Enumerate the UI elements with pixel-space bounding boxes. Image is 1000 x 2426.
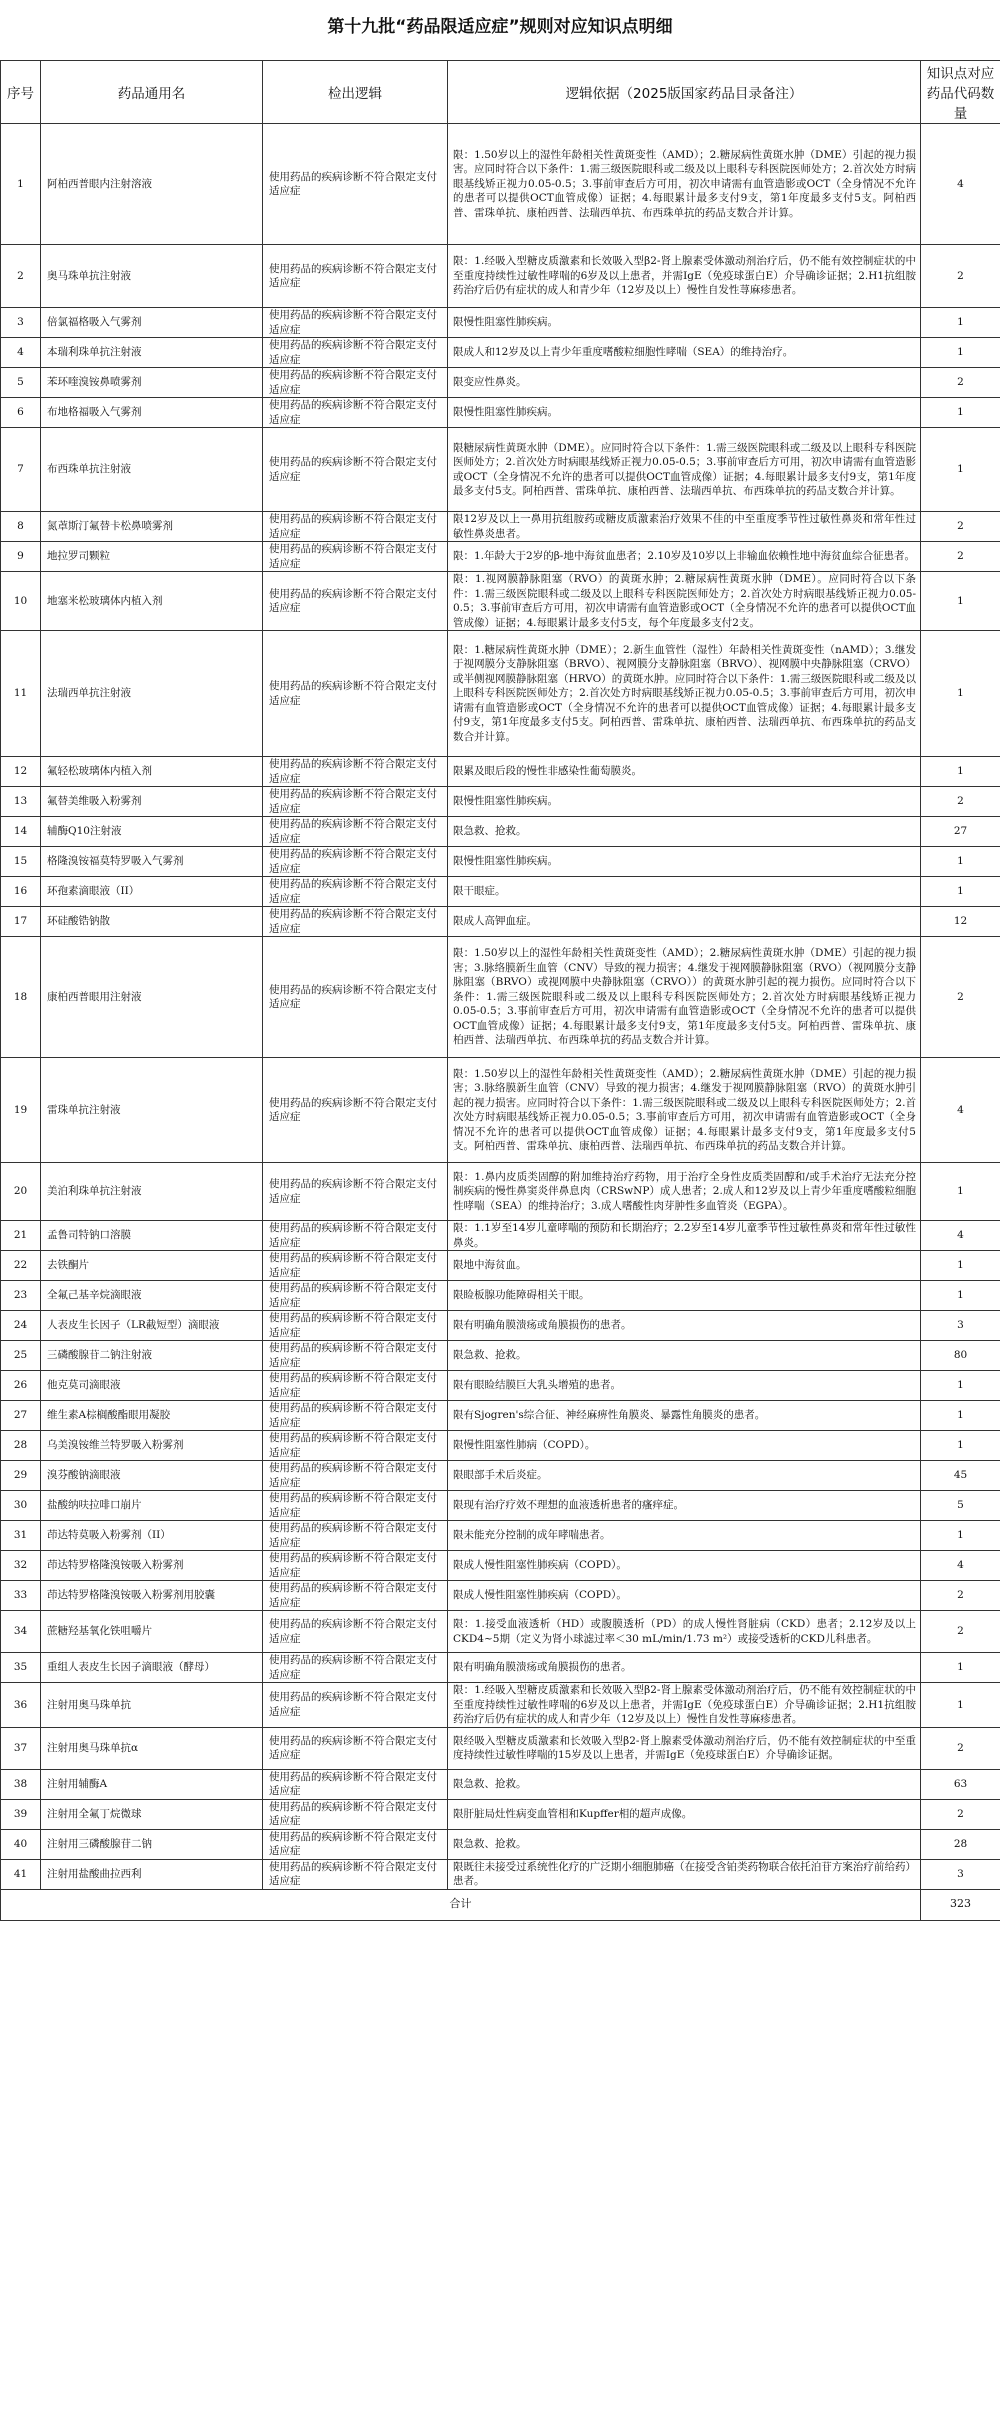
logic-basis: 限：1.经吸入型糖皮质激素和长效吸入型β2-肾上腺素受体激动剂治疗后，仍不能有效控制症状的中至重度持续性过敏性哮喘的6岁及以上患者，并需IgE（免疫球蛋白E）介导确诊证据；2.H1抗组胺药治疗后仍有症状的成人和青少年（12岁及以上）慢性自发性荨麻疹患者。 [448,1683,921,1728]
detection-logic: 使用药品的疾病诊断不符合限定支付适应症 [263,1799,448,1829]
code-count: 45 [921,1461,1000,1491]
code-count: 1 [921,1163,1000,1221]
table-row [1,1581,1000,1611]
logic-basis: 限现有治疗疗效不理想的血液透析患者的瘙痒症。 [448,1491,921,1521]
logic-basis: 限既往未接受过系统性化疗的广泛期小细胞肺癌（在接受含铂类药物联合依托泊苷方案治疗前给药）患者。 [448,1859,921,1889]
drug-name: 注射用辅酶A [41,1769,263,1799]
logic-basis: 限干眼症。 [448,877,921,907]
table-row [1,542,1000,572]
table-row [1,1683,1000,1728]
code-count: 5 [921,1491,1000,1521]
drug-name: 茚达特罗格隆溴铵吸入粉雾剂 [41,1551,263,1581]
logic-basis: 限：1.接受血液透析（HD）或腹膜透析（PD）的成人慢性肾脏病（CKD）患者；2.12岁及以上CKD4~5期（定义为肾小球滤过率＜30 mL/min/1.73 m²）或接受透析的CKD儿科患者。 [448,1611,921,1653]
logic-basis: 限慢性阻塞性肺疾病。 [448,308,921,338]
row-index: 7 [1,428,41,512]
code-count: 1 [921,338,1000,368]
drug-name: 辅酶Q10注射液 [41,817,263,847]
row-index: 35 [1,1653,41,1683]
code-count: 1 [921,631,1000,757]
code-count: 4 [921,1551,1000,1581]
code-count: 2 [921,1611,1000,1653]
row-index: 24 [1,1311,41,1341]
detection-logic: 使用药品的疾病诊断不符合限定支付适应症 [263,1829,448,1859]
drug-name: 布西珠单抗注射液 [41,428,263,512]
row-index: 31 [1,1521,41,1551]
header-row [1,61,1000,124]
total-count: 323 [921,1889,1000,1920]
code-count: 1 [921,847,1000,877]
row-index: 34 [1,1611,41,1653]
logic-basis: 限急救、抢救。 [448,1769,921,1799]
table-row [1,1221,1000,1251]
row-index: 25 [1,1341,41,1371]
row-index: 1 [1,124,41,245]
detection-logic: 使用药品的疾病诊断不符合限定支付适应症 [263,1491,448,1521]
logic-basis: 限：1.1岁至14岁儿童哮喘的预防和长期治疗；2.2岁至14岁儿童季节性过敏性鼻炎和常年性过敏性鼻炎。 [448,1221,921,1251]
code-count: 1 [921,757,1000,787]
logic-basis: 限肝脏局灶性病变血管相和Kupffer相的超声成像。 [448,1799,921,1829]
drug-name: 他克莫司滴眼液 [41,1371,263,1401]
table-row [1,817,1000,847]
detection-logic: 使用药品的疾病诊断不符合限定支付适应症 [263,512,448,542]
code-count: 2 [921,512,1000,542]
table-row [1,572,1000,631]
logic-basis: 限地中海贫血。 [448,1251,921,1281]
detection-logic: 使用药品的疾病诊断不符合限定支付适应症 [263,1341,448,1371]
detection-logic: 使用药品的疾病诊断不符合限定支付适应症 [263,817,448,847]
logic-basis: 限眼部手术后炎症。 [448,1461,921,1491]
logic-basis: 限急救、抢救。 [448,1341,921,1371]
drug-name: 注射用奥马珠单抗 [41,1683,263,1728]
code-count: 28 [921,1829,1000,1859]
logic-basis: 限慢性阻塞性肺疾病。 [448,847,921,877]
code-count: 4 [921,1221,1000,1251]
header-code-count: 知识点对应药品代码数量 [921,61,1000,124]
detection-logic: 使用药品的疾病诊断不符合限定支付适应症 [263,1058,448,1163]
code-count: 1 [921,1431,1000,1461]
drug-name: 三磷酸腺苷二钠注射液 [41,1341,263,1371]
logic-basis: 限12岁及以上一鼻用抗组胺药或糖皮质激素治疗效果不佳的中至重度季节性过敏性鼻炎和常年性过敏性鼻炎患者。 [448,512,921,542]
table-row [1,1653,1000,1683]
logic-basis: 限成人和12岁及以上青少年重度嗜酸粒细胞性哮喘（SEA）的维持治疗。 [448,338,921,368]
table-row [1,1431,1000,1461]
logic-basis: 限累及眼后段的慢性非感染性葡萄膜炎。 [448,757,921,787]
table-row [1,1401,1000,1431]
logic-basis: 限慢性阻塞性肺病（COPD）。 [448,1431,921,1461]
logic-basis: 限：1.鼻内皮质类固醇的附加维持治疗药物，用于治疗全身性皮质类固醇和/或手术治疗无法充分控制疾病的慢性鼻窦炎伴鼻息肉（CRSwNP）成人患者；2.成人和12岁及以上青少年重度嗜酸粒细胞性哮喘（SEA）的维持治疗；3.成人嗜酸性肉芽肿性多血管炎（EGPA）。 [448,1163,921,1221]
table-row [1,1611,1000,1653]
table-row [1,1521,1000,1551]
code-count: 3 [921,1859,1000,1889]
code-count: 27 [921,817,1000,847]
detection-logic: 使用药品的疾病诊断不符合限定支付适应症 [263,1683,448,1728]
detection-logic: 使用药品的疾病诊断不符合限定支付适应症 [263,1311,448,1341]
row-index: 26 [1,1371,41,1401]
logic-basis: 限变应性鼻炎。 [448,368,921,398]
logic-basis: 限有明确角膜溃疡或角膜损伤的患者。 [448,1653,921,1683]
detection-logic: 使用药品的疾病诊断不符合限定支付适应症 [263,1401,448,1431]
code-count: 2 [921,1799,1000,1829]
drug-name: 重组人表皮生长因子滴眼液（酵母） [41,1653,263,1683]
detection-logic: 使用药品的疾病诊断不符合限定支付适应症 [263,1551,448,1581]
code-count: 2 [921,368,1000,398]
detection-logic: 使用药品的疾病诊断不符合限定支付适应症 [263,398,448,428]
logic-basis: 限有眼睑结膜巨大乳头增殖的患者。 [448,1371,921,1401]
row-index: 41 [1,1859,41,1889]
table-row [1,1799,1000,1829]
drug-name: 氟轻松玻璃体内植入剂 [41,757,263,787]
drug-name: 注射用三磷酸腺苷二钠 [41,1829,263,1859]
drug-name: 茚达特罗格隆溴铵吸入粉雾剂用胶囊 [41,1581,263,1611]
drug-name: 环硅酸锆钠散 [41,907,263,937]
row-index: 30 [1,1491,41,1521]
table-row [1,907,1000,937]
table-row [1,1551,1000,1581]
detection-logic: 使用药品的疾病诊断不符合限定支付适应症 [263,1431,448,1461]
drug-name: 乌美溴铵维兰特罗吸入粉雾剂 [41,1431,263,1461]
row-index: 21 [1,1221,41,1251]
row-index: 22 [1,1251,41,1281]
table-row [1,757,1000,787]
row-index: 10 [1,572,41,631]
drug-name: 布地格福吸入气雾剂 [41,398,263,428]
table-row [1,1251,1000,1281]
logic-basis: 限：1.50岁以上的湿性年龄相关性黄斑变性（AMD）；2.糖尿病性黄斑水肿（DME）引起的视力损害；3.脉络膜新生血管（CNV）导致的视力损害；4.继发于视网膜静脉阻塞（RVO）的黄斑水肿引起的视力损害。应同时符合以下条件：1.需三级医院眼科或二级及以上眼科专科医院医师处方；2.首次处方时病眼基线矫正视力0.05-0.5；3.事前审查后方可用，初次申请需有血管造影或OCT（全身情况不允许的患者可以提供OCT血管成像）证据；4.每眼累计最多支付9支，第1年度最多支付5支。阿柏西普、雷珠单抗、康柏西普、法瑞西单抗、布西珠单抗的药品支数合并计算。 [448,1058,921,1163]
detection-logic: 使用药品的疾病诊断不符合限定支付适应症 [263,1611,448,1653]
row-index: 19 [1,1058,41,1163]
logic-basis: 限糖尿病性黄斑水肿（DME）。应同时符合以下条件：1.需三级医院眼科或二级及以上眼科专科医院医师处方；2.首次处方时病眼基线矫正视力0.05-0.5；3.事前审查后方可用，初次申请需有血管造影或OCT（全身情况不允许的患者可以提供OCT血管成像）证据；4.每眼累计最多支付9支，第1年度最多支付5支。阿柏西普、雷珠单抗、康柏西普、法瑞西单抗、布西珠单抗的药品支数合并计算。 [448,428,921,512]
detection-logic: 使用药品的疾病诊断不符合限定支付适应症 [263,1221,448,1251]
logic-basis: 限：1.年龄大于2岁的β-地中海贫血患者；2.10岁及10岁以上非输血依赖性地中海贫血综合征患者。 [448,542,921,572]
row-index: 8 [1,512,41,542]
detection-logic: 使用药品的疾病诊断不符合限定支付适应症 [263,1859,448,1889]
code-count: 1 [921,1683,1000,1728]
detection-logic: 使用药品的疾病诊断不符合限定支付适应症 [263,631,448,757]
logic-basis: 限慢性阻塞性肺疾病。 [448,787,921,817]
row-index: 33 [1,1581,41,1611]
detection-logic: 使用药品的疾病诊断不符合限定支付适应症 [263,787,448,817]
code-count: 1 [921,308,1000,338]
logic-basis: 限慢性阻塞性肺疾病。 [448,398,921,428]
drug-name: 环孢素滴眼液（II） [41,877,263,907]
table-body [1,124,1000,1890]
row-index: 28 [1,1431,41,1461]
table-row [1,1371,1000,1401]
detection-logic: 使用药品的疾病诊断不符合限定支付适应症 [263,1461,448,1491]
detection-logic: 使用药品的疾病诊断不符合限定支付适应症 [263,847,448,877]
drug-name: 地塞米松玻璃体内植入剂 [41,572,263,631]
detection-logic: 使用药品的疾病诊断不符合限定支付适应症 [263,1163,448,1221]
drug-name: 阿柏西普眼内注射溶液 [41,124,263,245]
logic-basis: 限成人高钾血症。 [448,907,921,937]
table-row [1,308,1000,338]
table-row [1,1311,1000,1341]
detection-logic: 使用药品的疾病诊断不符合限定支付适应症 [263,1251,448,1281]
code-count: 1 [921,572,1000,631]
drug-name: 盐酸纳呋拉啡口崩片 [41,1491,263,1521]
knowledge-table [0,60,1000,1921]
drug-name: 全氟己基辛烷滴眼液 [41,1281,263,1311]
drug-name: 溴芬酸钠滴眼液 [41,1461,263,1491]
code-count: 2 [921,787,1000,817]
detection-logic: 使用药品的疾病诊断不符合限定支付适应症 [263,428,448,512]
detection-logic: 使用药品的疾病诊断不符合限定支付适应症 [263,572,448,631]
table-row [1,847,1000,877]
logic-basis: 限未能充分控制的成年哮喘患者。 [448,1521,921,1551]
row-index: 20 [1,1163,41,1221]
row-index: 29 [1,1461,41,1491]
detection-logic: 使用药品的疾病诊断不符合限定支付适应症 [263,1581,448,1611]
detection-logic: 使用药品的疾病诊断不符合限定支付适应症 [263,757,448,787]
drug-name: 美泊利珠单抗注射液 [41,1163,263,1221]
logic-basis: 限：1.糖尿病性黄斑水肿（DME）；2.新生血管性（湿性）年龄相关性黄斑变性（nAMD）；3.继发于视网膜分支静脉阻塞（BRVO）、视网膜分支静脉阻塞（BRVO）、视网膜中央静脉阻塞（CRVO）或半侧视网膜静脉阻塞（HRVO）的黄斑水肿。应同时符合以下条件：1.需三级医院眼科或二级及以上眼科专科医院医师处方；2.首次处方时病眼基线矫正视力0.05-0.5；3.事前审查后方可用，初次申请需有血管造影或OCT（全身情况不允许的患者可以提供OCT血管成像）证据；4.每眼累计最多支付9支，第1年度最多支付5支。阿柏西普、雷珠单抗、康柏西普、法瑞西单抗、布西珠单抗的药品支数合并计算。 [448,631,921,757]
row-index: 32 [1,1551,41,1581]
detection-logic: 使用药品的疾病诊断不符合限定支付适应症 [263,1281,448,1311]
logic-basis: 限经吸入型糖皮质激素和长效吸入型β2-肾上腺素受体激动剂治疗后，仍不能有效控制症状的中至重度持续性过敏性哮喘的15岁及以上患者，并需IgE（免疫球蛋白E）介导确诊证据。 [448,1727,921,1769]
code-count: 1 [921,1371,1000,1401]
row-index: 5 [1,368,41,398]
row-index: 18 [1,937,41,1058]
row-index: 2 [1,245,41,308]
detection-logic: 使用药品的疾病诊断不符合限定支付适应症 [263,338,448,368]
detection-logic: 使用药品的疾病诊断不符合限定支付适应症 [263,1727,448,1769]
drug-name: 苯环喹溴铵鼻喷雾剂 [41,368,263,398]
document-title: 第十九批“药品限适应症”规则对应知识点明细 [327,17,673,37]
table-row [1,937,1000,1058]
drug-name: 人表皮生长因子（LR截短型）滴眼液 [41,1311,263,1341]
drug-name: 注射用奥马珠单抗α [41,1727,263,1769]
row-index: 14 [1,817,41,847]
detection-logic: 使用药品的疾病诊断不符合限定支付适应症 [263,368,448,398]
drug-name: 蔗糖羟基氧化铁咀嚼片 [41,1611,263,1653]
row-index: 39 [1,1799,41,1829]
drug-name: 注射用全氟丁烷微球 [41,1799,263,1829]
code-count: 2 [921,245,1000,308]
table-row [1,1058,1000,1163]
drug-name: 本瑞利珠单抗注射液 [41,338,263,368]
drug-name: 奥马珠单抗注射液 [41,245,263,308]
drug-name: 氮䓬斯汀氟替卡松鼻喷雾剂 [41,512,263,542]
drug-name: 氟替美维吸入粉雾剂 [41,787,263,817]
table-row [1,1829,1000,1859]
logic-basis: 限：1.50岁以上的湿性年龄相关性黄斑变性（AMD）；2.糖尿病性黄斑水肿（DME）引起的视力损害；3.脉络膜新生血管（CNV）导致的视力损害；4.继发于视网膜静脉阻塞（RVO）（视网膜分支静脉阻塞（BRVO）或视网膜中央静脉阻塞（CRVO））的黄斑水肿引起的视力损伤。应同时符合以下条件：1.需三级医院眼科或二级及以上眼科专科医院医师处方；2.首次处方时病眼基线矫正视力0.05-0.5；3.事前审查后方可用，初次申请需有血管造影或OCT（全身情况不允许的患者可以提供OCT血管成像）证据；4.每眼累计最多支付9支，第1年度最多支付5支。阿柏西普、雷珠单抗、康柏西普、法瑞西单抗、布西珠单抗的药品支数合并计算。 [448,937,921,1058]
row-index: 3 [1,308,41,338]
code-count: 1 [921,428,1000,512]
table-row [1,398,1000,428]
detection-logic: 使用药品的疾病诊断不符合限定支付适应症 [263,907,448,937]
row-index: 12 [1,757,41,787]
table-row [1,245,1000,308]
logic-basis: 限有Sjogren's综合征、神经麻痹性角膜炎、暴露性角膜炎的患者。 [448,1401,921,1431]
detection-logic: 使用药品的疾病诊断不符合限定支付适应症 [263,877,448,907]
header-index: 序号 [1,61,41,124]
table-row [1,877,1000,907]
drug-name: 雷珠单抗注射液 [41,1058,263,1163]
code-count: 1 [921,1401,1000,1431]
drug-name: 倍氯福格吸入气雾剂 [41,308,263,338]
logic-basis: 限急救、抢救。 [448,1829,921,1859]
drug-name: 法瑞西单抗注射液 [41,631,263,757]
drug-name: 康柏西普眼用注射液 [41,937,263,1058]
detection-logic: 使用药品的疾病诊断不符合限定支付适应症 [263,308,448,338]
table-row [1,1727,1000,1769]
row-index: 36 [1,1683,41,1728]
logic-basis: 限：1.视网膜静脉阻塞（RVO）的黄斑水肿；2.糖尿病性黄斑水肿（DME）。应同时符合以下条件：1.需三级医院眼科或二级及以上眼科专科医院医师处方；2.首次处方时病眼基线矫正视力0.05-0.5；3.事前审查后方可用，初次申请需有血管造影或OCT（全身情况不允许的患者可以提供OCT血管成像）证据；4.每眼累计最多支付5支，每个年度最多支付2支。 [448,572,921,631]
table-row [1,1491,1000,1521]
row-index: 16 [1,877,41,907]
detection-logic: 使用药品的疾病诊断不符合限定支付适应症 [263,1371,448,1401]
detection-logic: 使用药品的疾病诊断不符合限定支付适应症 [263,245,448,308]
drug-name: 注射用盐酸曲拉西利 [41,1859,263,1889]
row-index: 15 [1,847,41,877]
logic-basis: 限：1.50岁以上的湿性年龄相关性黄斑变性（AMD）；2.糖尿病性黄斑水肿（DME）引起的视力损害。应同时符合以下条件：1.需三级医院眼科或二级及以上眼科专科医院医师处方；2.首次处方时病眼基线矫正视力0.05-0.5；3.事前审查后方可用，初次申请需有血管造影或OCT（全身情况不允许的患者可以提供OCT血管成像）证据；4.每眼累计最多支付9支，第1年度最多支付5支。阿柏西普、雷珠单抗、康柏西普、法瑞西单抗、布西珠单抗的药品支数合并计算。 [448,124,921,245]
table-row [1,1281,1000,1311]
code-count: 1 [921,398,1000,428]
detection-logic: 使用药品的疾病诊断不符合限定支付适应症 [263,542,448,572]
table-row [1,631,1000,757]
row-index: 9 [1,542,41,572]
code-count: 12 [921,907,1000,937]
header-logic-basis: 逻辑依据（2025版国家药品目录备注） [448,61,921,124]
table-row [1,1859,1000,1889]
logic-basis: 限有明确角膜溃疡或角膜损伤的患者。 [448,1311,921,1341]
detection-logic: 使用药品的疾病诊断不符合限定支付适应症 [263,124,448,245]
logic-basis: 限成人慢性阻塞性肺疾病（COPD）。 [448,1581,921,1611]
row-index: 38 [1,1769,41,1799]
row-index: 27 [1,1401,41,1431]
code-count: 1 [921,1521,1000,1551]
drug-name: 茚达特莫吸入粉雾剂（II） [41,1521,263,1551]
row-index: 40 [1,1829,41,1859]
drug-name: 孟鲁司特钠口溶膜 [41,1221,263,1251]
header-drug-name: 药品通用名 [41,61,263,124]
logic-basis: 限：1.经吸入型糖皮质激素和长效吸入型β2-肾上腺素受体激动剂治疗后，仍不能有效控制症状的中至重度持续性过敏性哮喘的6岁及以上患者，并需IgE（免疫球蛋白E）介导确诊证据；2.H1抗组胺药治疗后仍有症状的成人和青少年（12岁及以上）慢性自发性荨麻疹患者。 [448,245,921,308]
table-row [1,338,1000,368]
code-count: 2 [921,542,1000,572]
detection-logic: 使用药品的疾病诊断不符合限定支付适应症 [263,1769,448,1799]
code-count: 63 [921,1769,1000,1799]
code-count: 4 [921,1058,1000,1163]
row-index: 17 [1,907,41,937]
logic-basis: 限成人慢性阻塞性肺疾病（COPD）。 [448,1551,921,1581]
table-row [1,1769,1000,1799]
row-index: 13 [1,787,41,817]
table-row [1,368,1000,398]
detection-logic: 使用药品的疾病诊断不符合限定支付适应症 [263,937,448,1058]
code-count: 3 [921,1311,1000,1341]
code-count: 1 [921,1653,1000,1683]
drug-name: 格隆溴铵福莫特罗吸入气雾剂 [41,847,263,877]
detection-logic: 使用药品的疾病诊断不符合限定支付适应症 [263,1521,448,1551]
row-index: 23 [1,1281,41,1311]
drug-name: 地拉罗司颗粒 [41,542,263,572]
code-count: 2 [921,937,1000,1058]
total-label: 合计 [1,1889,921,1920]
table-row [1,787,1000,817]
code-count: 1 [921,1251,1000,1281]
header-detection-logic: 检出逻辑 [263,61,448,124]
code-count: 2 [921,1727,1000,1769]
total-row [1,1889,1000,1920]
table-row [1,428,1000,512]
table-row [1,1341,1000,1371]
table-row [1,512,1000,542]
logic-basis: 限睑板腺功能障碍相关干眼。 [448,1281,921,1311]
table-row [1,124,1000,245]
code-count: 1 [921,877,1000,907]
detection-logic: 使用药品的疾病诊断不符合限定支付适应症 [263,1653,448,1683]
code-count: 4 [921,124,1000,245]
row-index: 6 [1,398,41,428]
drug-name: 维生素A棕榈酸酯眼用凝胶 [41,1401,263,1431]
code-count: 80 [921,1341,1000,1371]
row-index: 4 [1,338,41,368]
table-row [1,1163,1000,1221]
table-row [1,1461,1000,1491]
drug-name: 去铁酮片 [41,1251,263,1281]
code-count: 2 [921,1581,1000,1611]
row-index: 37 [1,1727,41,1769]
row-index: 11 [1,631,41,757]
logic-basis: 限急救、抢救。 [448,817,921,847]
code-count: 1 [921,1281,1000,1311]
